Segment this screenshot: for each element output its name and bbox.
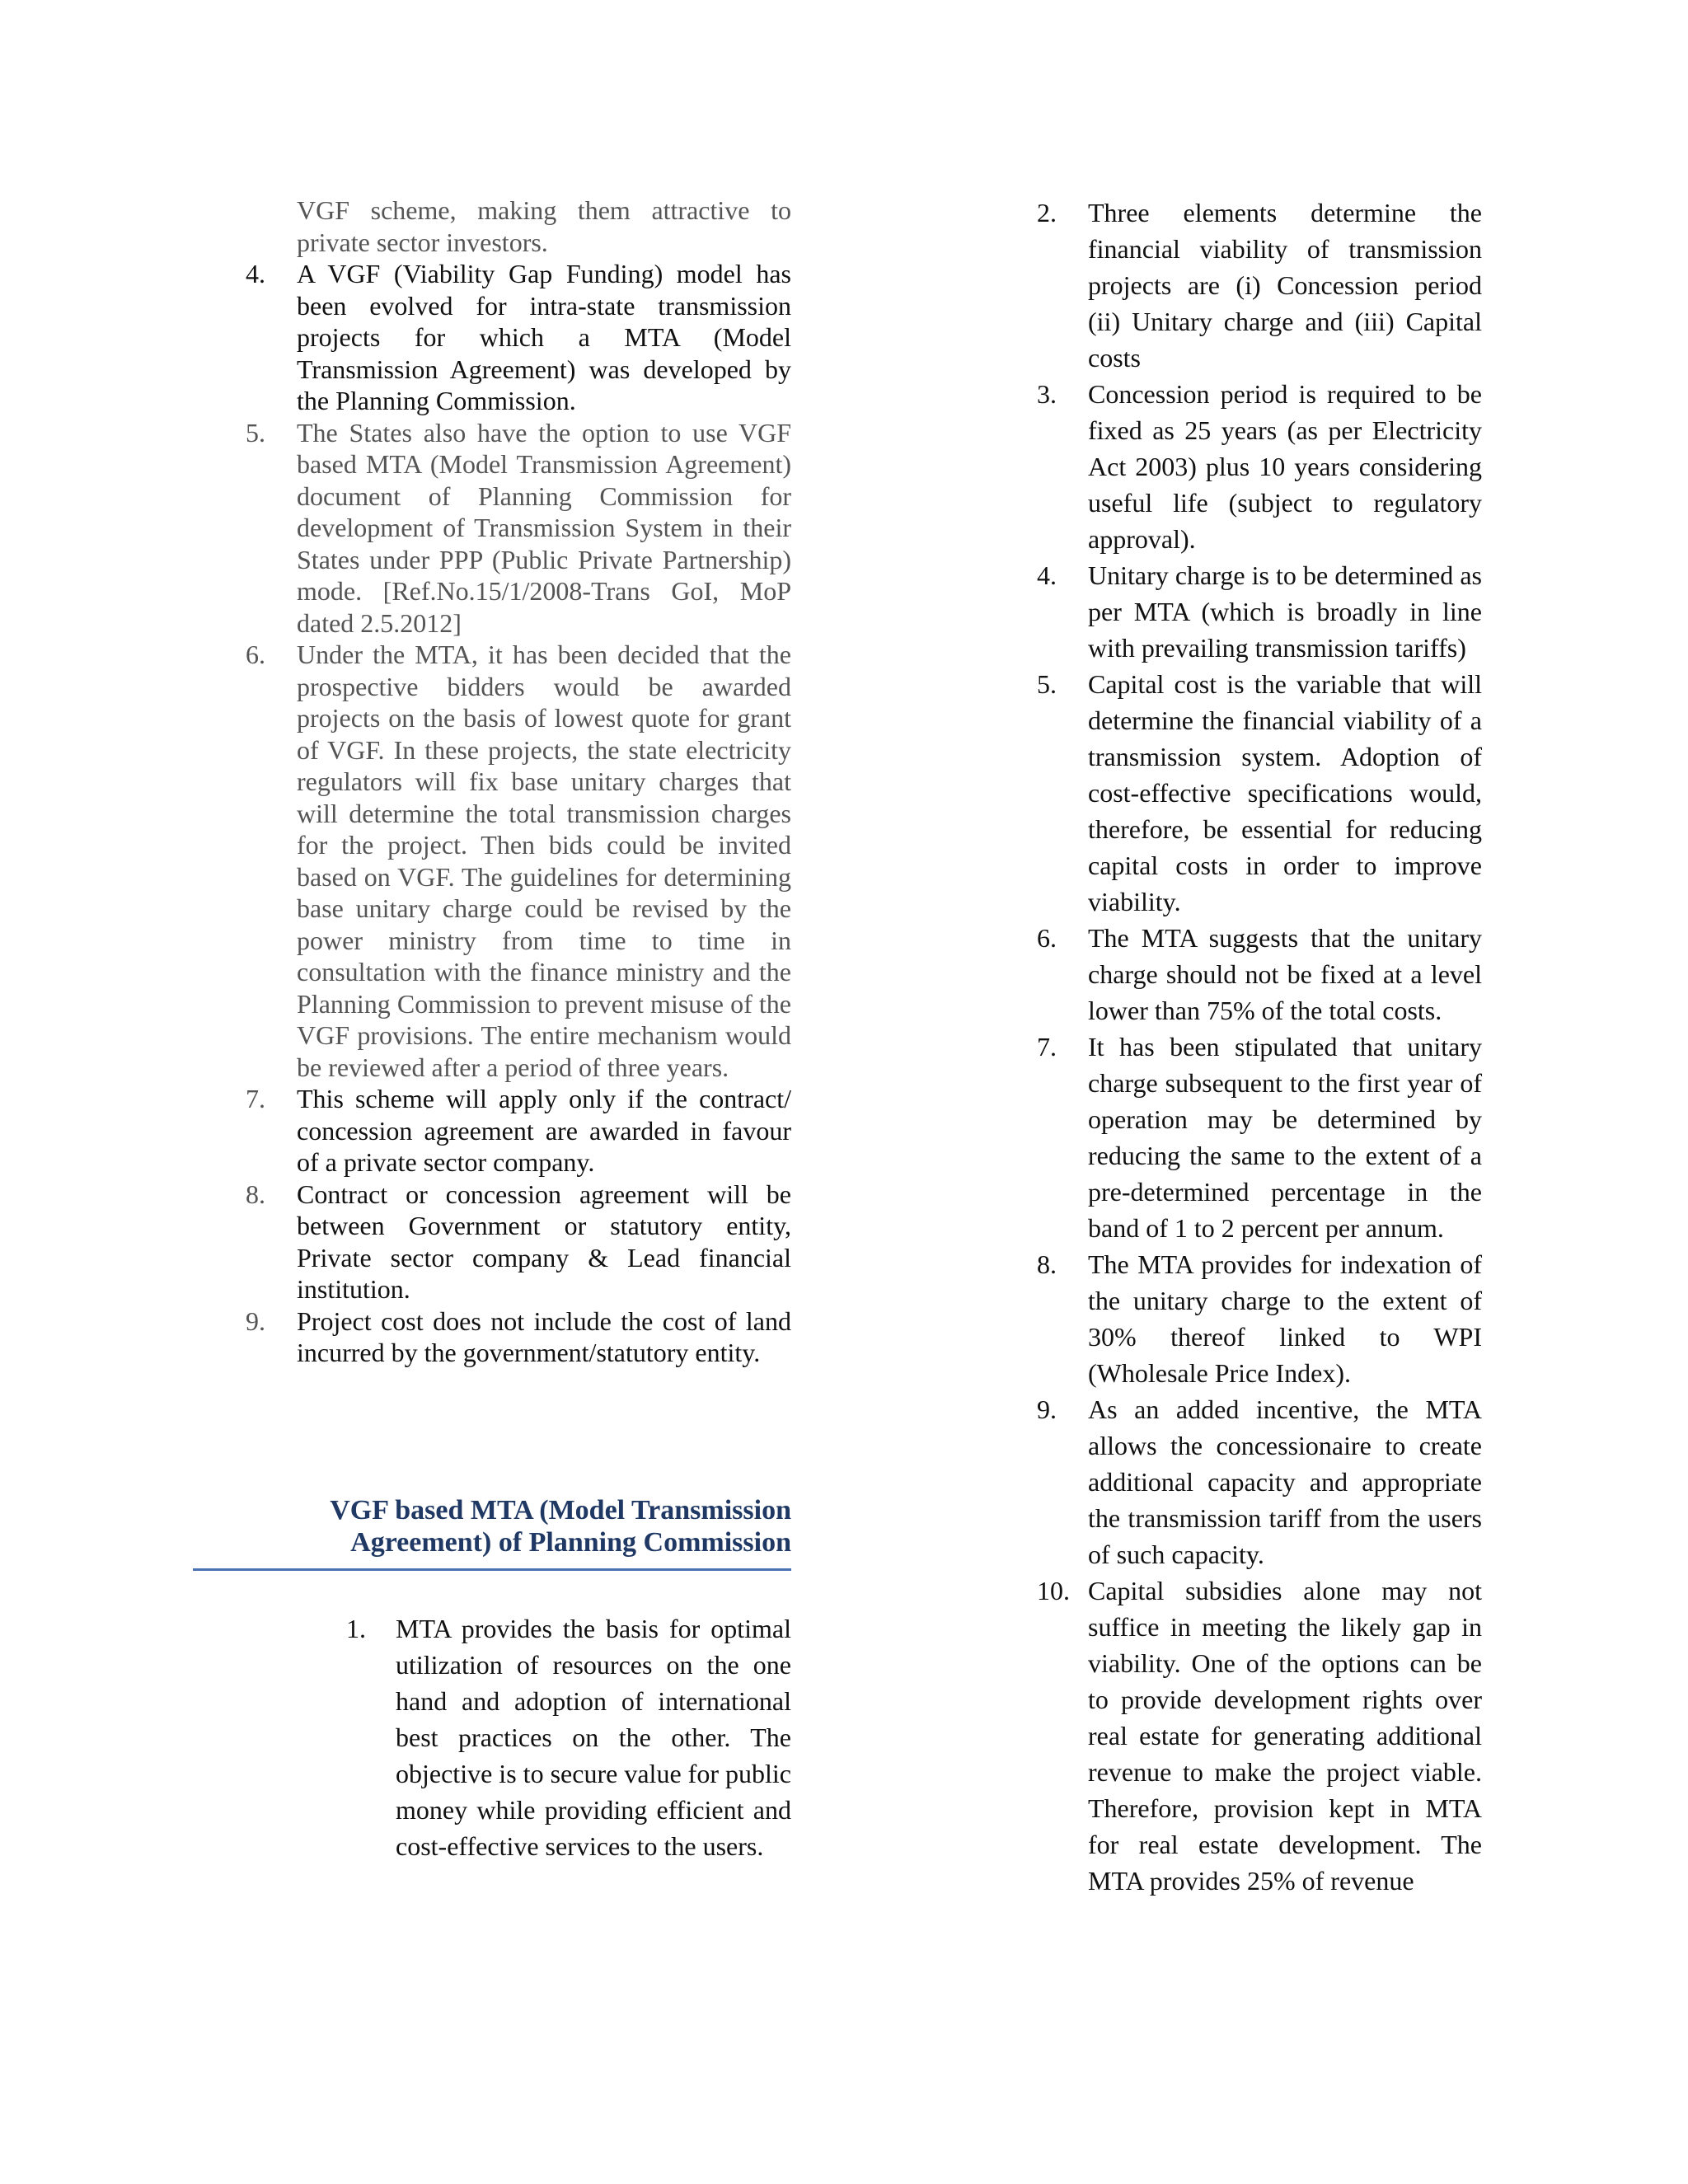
right-list-item-6 xyxy=(1012,920,1482,1029)
list-item-text: Project cost does not include the cost of land incurred by the government/statutory entity. xyxy=(297,1305,791,1367)
list-item-number: 4. xyxy=(246,259,265,288)
list-item-number: 5. xyxy=(1037,669,1057,699)
list-item-text: Concession period is required to be fixed as 25 years (as per Electricity Act 2003) plus 10 years considering useful life (subject to regulatory approval). xyxy=(1088,379,1482,554)
right-list-item-2 xyxy=(1012,194,1482,376)
list-item-4 xyxy=(193,258,791,417)
section-list-item-1 xyxy=(193,1610,791,1864)
list-item-text: Under the MTA, it has been decided that the prospective bidders would be awarded projects on the basis of lowest quote for grant of VGF. In these projects, the state electricity regulators will fix base unitary charges that will determine the total transmission charges for the project. Then bids could be invited based on VGF. The guidelines for determining base unitary charge could be revised by the power ministry from time to time in consultation with the finance ministry and the Planning Commission to prevent misuse of the VGF provisions. The entire mechanism would be reviewed after a period of three years. xyxy=(297,640,791,1082)
list-item-number: 8. xyxy=(1037,1249,1057,1279)
list-item-number: 9. xyxy=(1037,1394,1057,1424)
list-item-8 xyxy=(193,1179,791,1305)
list-item-number: 10. xyxy=(1037,1576,1070,1605)
list-item-text: Unitary charge is to be determined as per MTA (which is broadly in line with prevailing transmission tariffs) xyxy=(1088,560,1482,663)
list-item-6 xyxy=(193,639,791,1083)
list-item-text: Capital cost is the variable that will determine the financial viability of a transmission system. Adoption of cost-effective specifications would, therefore, be essential for reducing capital costs in order to improve viability. xyxy=(1088,669,1482,916)
right-list-item-5 xyxy=(1012,666,1482,920)
right-list-item-9 xyxy=(1012,1391,1482,1572)
right-list-item-4 xyxy=(1012,557,1482,666)
list-item-text: As an added incentive, the MTA allows the concessionaire to create additional capacity and appropriate the transmission tariff from the users of such capacity. xyxy=(1088,1394,1482,1569)
list-item-number: 5. xyxy=(246,417,265,448)
list-item-number: 7. xyxy=(1037,1032,1057,1062)
list-item-number: 9. xyxy=(246,1305,265,1336)
list-item-9 xyxy=(193,1305,791,1369)
list-item-number: 7. xyxy=(246,1084,265,1113)
continuation-paragraph: VGF scheme, making them attractive to private sector investors. xyxy=(297,195,791,257)
list-item-number: 4. xyxy=(1037,560,1057,590)
list-item-text: Capital subsidies alone may not suffice in meeting the likely gap in viability. One of the options can be to provide development rights over real estate for generating additional revenue to make the project viable. Therefore, provision kept in MTA for real estate development. The MTA provides 25% of revenue xyxy=(1088,1576,1482,1896)
list-item-number: 6. xyxy=(246,640,265,669)
left-column xyxy=(193,194,791,1864)
list-item-text: It has been stipulated that unitary charge subsequent to the first year of operation may be determined by reducing the same to the extent of a pre-determined percentage in the band of 1 to 2 percent per annum. xyxy=(1088,1032,1482,1243)
list-item-text: This scheme will apply only if the contract/ concession agreement are awarded in favour of a private sector company. xyxy=(297,1084,791,1177)
right-list-item-3 xyxy=(1012,376,1482,557)
list-item-number: 1. xyxy=(346,1613,366,1643)
section-heading-line-1: VGF based MTA (Model Transmission xyxy=(330,1494,791,1526)
list-item-7 xyxy=(193,1083,791,1179)
right-list-item-10 xyxy=(1012,1572,1482,1899)
list-item-text: MTA provides the basis for optimal utilization of resources on the one hand and adoption of international best practices on the other. The objective is to secure value for public money while providing efficient and cost-effective services to the users. xyxy=(396,1613,791,1861)
list-item-number: 2. xyxy=(1037,198,1057,227)
list-item-number: 6. xyxy=(1037,923,1057,953)
section-list xyxy=(193,1610,791,1864)
list-item-text: The MTA suggests that the unitary charge should not be fixed at a level lower than 75% of the total costs. xyxy=(1088,923,1482,1025)
list-item-text: A VGF (Viability Gap Funding) model has been evolved for intra-state transmission projects for which a MTA (Model Transmission Agreement) was developed by the Planning Commission. xyxy=(297,259,791,415)
right-list-item-8 xyxy=(1012,1246,1482,1391)
list-item-number: 8. xyxy=(246,1179,265,1209)
right-column xyxy=(1012,194,1482,1899)
list-item-text: The States also have the option to use VGF based MTA (Model Transmission Agreement) document of Planning Commission for development of Transmission System in their States under PPP (Public Private Partnership) mode. [Ref.No.15/1/2008-Trans GoI, MoP dated 2.5.2012] xyxy=(297,417,791,638)
list-item-text: The MTA provides for indexation of the unitary charge to the extent of 30% thereof linked to WPI (Wholesale Price Index). xyxy=(1088,1249,1482,1388)
right-list-item-7 xyxy=(1012,1029,1482,1246)
list-item-text: Contract or concession agreement will be between Government or statutory entity, Private sector company & Lead financial institution. xyxy=(297,1179,791,1304)
list-item-number: 3. xyxy=(1037,379,1057,409)
section-heading-line-2: Agreement) of Planning Commission xyxy=(350,1526,791,1558)
list-item-text: Three elements determine the financial viability of transmission projects are (i) Concession period (ii) Unitary charge and (iii) Capital costs xyxy=(1088,198,1482,373)
section-heading xyxy=(193,1494,791,1571)
list-item-5 xyxy=(193,417,791,640)
